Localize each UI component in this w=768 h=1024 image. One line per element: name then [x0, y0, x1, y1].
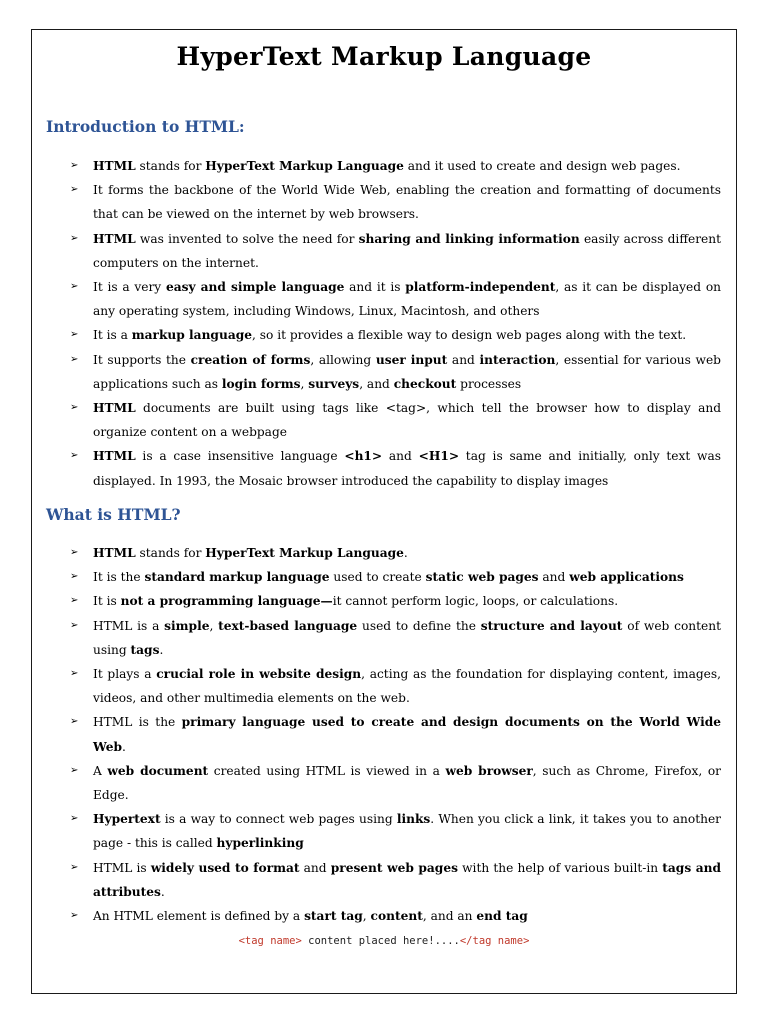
bullet-arrow-icon: ➢ — [70, 595, 79, 607]
bold-text: user input — [375, 352, 448, 367]
bold-text: text-based language — [218, 618, 358, 633]
text: . When you click a link, it takes you to another page - this is called — [93, 812, 722, 851]
text: and — [382, 449, 419, 464]
list-item — [70, 710, 721, 758]
text: , essential for various web applications such as — [93, 352, 721, 391]
text: , — [362, 909, 371, 924]
bold-text: web applications — [569, 570, 684, 585]
text: HTML is — [93, 860, 151, 875]
bold-text: login forms — [221, 376, 301, 391]
list-item — [70, 807, 721, 855]
bullet-arrow-icon: ➢ — [70, 764, 79, 776]
text: , and an — [422, 909, 477, 924]
text: tag is same and initially, only text was displayed. In 1993, the Mosaic browser introduced the capability to display images — [93, 449, 722, 488]
text: , such as Chrome, Firefox, or Edge. — [93, 763, 721, 803]
bold-text: checkout — [393, 376, 457, 391]
code-content: content placed here!.... — [301, 935, 460, 947]
text: and it used to create and design web pages. — [403, 159, 681, 173]
list-item — [70, 614, 721, 662]
bullet-arrow-icon: ➢ — [70, 329, 79, 341]
text: , acting as the foundation for displaying content, images, videos, and other multimedia elements on the web. — [93, 667, 721, 706]
bullet-list-what-is-html — [70, 541, 721, 928]
bullet-arrow-icon: ➢ — [70, 160, 79, 171]
text: It is — [93, 594, 121, 609]
bullet-arrow-icon: ➢ — [70, 668, 79, 680]
bold-text: HTML — [93, 159, 136, 173]
bold-text: <h1> — [344, 449, 383, 464]
page-title: HyperText Markup Language — [176, 42, 592, 71]
text: documents are built using tags like <tag>, which tell the browser how to display and organize content on a webpage — [93, 401, 721, 440]
text: and it is — [344, 280, 406, 295]
bullet-arrow-icon: ➢ — [70, 619, 79, 631]
bold-text: primary language used to create and design documents on the World Wide Web — [93, 715, 721, 754]
text: It supports the — [93, 352, 191, 367]
text: used to create — [329, 570, 426, 585]
bold-text: end tag — [476, 909, 528, 924]
bold-text: static web pages — [425, 570, 539, 585]
bullet-arrow-icon: ➢ — [70, 861, 79, 873]
bullet-arrow-icon: ➢ — [70, 716, 79, 728]
text: is a way to connect web pages using — [160, 812, 397, 827]
text: It plays a — [93, 667, 157, 682]
list-item — [70, 856, 721, 904]
bold-text: start tag — [304, 909, 363, 924]
text: is a case insensitive language — [135, 449, 345, 464]
bold-text: HyperText Markup Language — [205, 159, 404, 173]
text: and — [538, 570, 570, 585]
list-item — [70, 178, 721, 226]
text: It is the — [93, 570, 145, 585]
list-item — [70, 589, 721, 613]
bold-text: HTML — [93, 546, 136, 560]
bold-text: web document — [107, 763, 209, 778]
code-example — [0, 935, 768, 947]
list-item — [70, 444, 721, 492]
text: . — [160, 884, 165, 899]
section-heading-introduction: Introduction to HTML: — [46, 117, 245, 136]
bold-text: present web pages — [330, 860, 458, 875]
bold-text: sharing and linking information — [358, 231, 580, 246]
bold-text: structure and layout — [480, 618, 623, 633]
bold-text: Hypertext — [93, 812, 161, 827]
code-close-tag: </tag name> — [459, 935, 530, 947]
text: An HTML element is defined by a — [93, 909, 305, 924]
bold-text: tags and attributes — [93, 860, 722, 899]
text: it cannot perform logic, loops, or calculations. — [332, 594, 619, 609]
bold-text: tags — [130, 642, 160, 657]
text: , so it provides a flexible way to design web pages along with the text. — [252, 328, 687, 343]
list-item — [70, 323, 721, 347]
text: , as it can be displayed on any operating system, including Windows, Linux, Macintosh, and others — [93, 280, 722, 319]
list-item — [70, 227, 721, 275]
bold-text: HTML — [93, 231, 136, 246]
text: , — [209, 618, 219, 633]
bold-text: <H1> — [418, 449, 460, 464]
text: . — [403, 546, 408, 560]
bullet-arrow-icon: ➢ — [70, 281, 79, 293]
bold-text: links — [396, 812, 431, 827]
text: and — [299, 860, 331, 875]
text: , allowing — [310, 352, 376, 367]
list-item — [70, 275, 721, 323]
list-item — [70, 348, 721, 396]
text: was invented to solve the need for — [135, 231, 359, 246]
list-item — [70, 662, 721, 710]
text: It is a — [93, 328, 132, 343]
bullet-arrow-icon: ➢ — [70, 353, 79, 365]
list-item — [70, 541, 721, 565]
bullet-arrow-icon: ➢ — [70, 910, 79, 922]
bullet-arrow-icon: ➢ — [70, 402, 79, 414]
bold-text: widely used to format — [150, 860, 300, 875]
text: stands for — [135, 546, 206, 560]
text: , and — [359, 376, 394, 391]
bold-text: easy and simple language — [165, 280, 345, 295]
bullet-list-introduction — [70, 154, 721, 493]
text: HTML is a — [93, 618, 165, 633]
bold-text: hyperlinking — [216, 836, 304, 851]
text: with the help of various built-in — [457, 860, 663, 875]
list-item — [70, 904, 721, 928]
text: It forms the backbone of the World Wide Web, enabling the creation and formatting of documents that can be viewed on the internet by web browsers. — [93, 183, 721, 222]
text: of web content using — [93, 618, 722, 657]
bullet-arrow-icon: ➢ — [70, 571, 79, 583]
text: A — [93, 763, 108, 778]
text: It is a very — [93, 280, 166, 295]
section-heading-what-is-html: What is HTML? — [46, 505, 181, 524]
text: . — [121, 739, 126, 754]
bold-text: HyperText Markup Language — [205, 546, 404, 560]
text: and — [447, 352, 480, 367]
bold-text: standard markup language — [144, 570, 330, 585]
text: processes — [456, 376, 522, 391]
list-item — [70, 565, 721, 589]
bullet-arrow-icon: ➢ — [70, 813, 79, 825]
bold-text: platform-independent — [405, 280, 556, 295]
bold-text: crucial role in website design — [156, 667, 362, 682]
code-open-tag: <tag name> — [238, 935, 302, 947]
text: stands for — [135, 159, 206, 173]
bold-text: creation of forms — [190, 352, 311, 367]
list-item — [70, 396, 721, 444]
text: , — [300, 376, 309, 391]
bullet-arrow-icon: ➢ — [70, 232, 79, 244]
bullet-arrow-icon: ➢ — [70, 547, 79, 558]
bold-text: surveys — [308, 376, 360, 391]
bold-text: interaction — [479, 352, 556, 367]
list-item — [70, 154, 721, 178]
text: easily across different computers on the internet. — [93, 231, 721, 270]
text: created using HTML is viewed in a — [208, 763, 446, 778]
bold-text: HTML — [93, 449, 136, 464]
bold-text: markup language — [131, 328, 252, 343]
list-item — [70, 759, 721, 807]
bullet-arrow-icon: ➢ — [70, 450, 79, 462]
bold-text: not a programming language— — [120, 594, 333, 609]
bullet-arrow-icon: ➢ — [70, 184, 79, 196]
text: . — [159, 642, 164, 657]
bold-text: web browser — [445, 763, 533, 778]
bold-text: HTML — [93, 401, 136, 416]
text: HTML is the — [93, 715, 182, 730]
text: used to define the — [357, 618, 481, 633]
bold-text: content — [370, 909, 423, 924]
bold-text: simple — [164, 618, 210, 633]
